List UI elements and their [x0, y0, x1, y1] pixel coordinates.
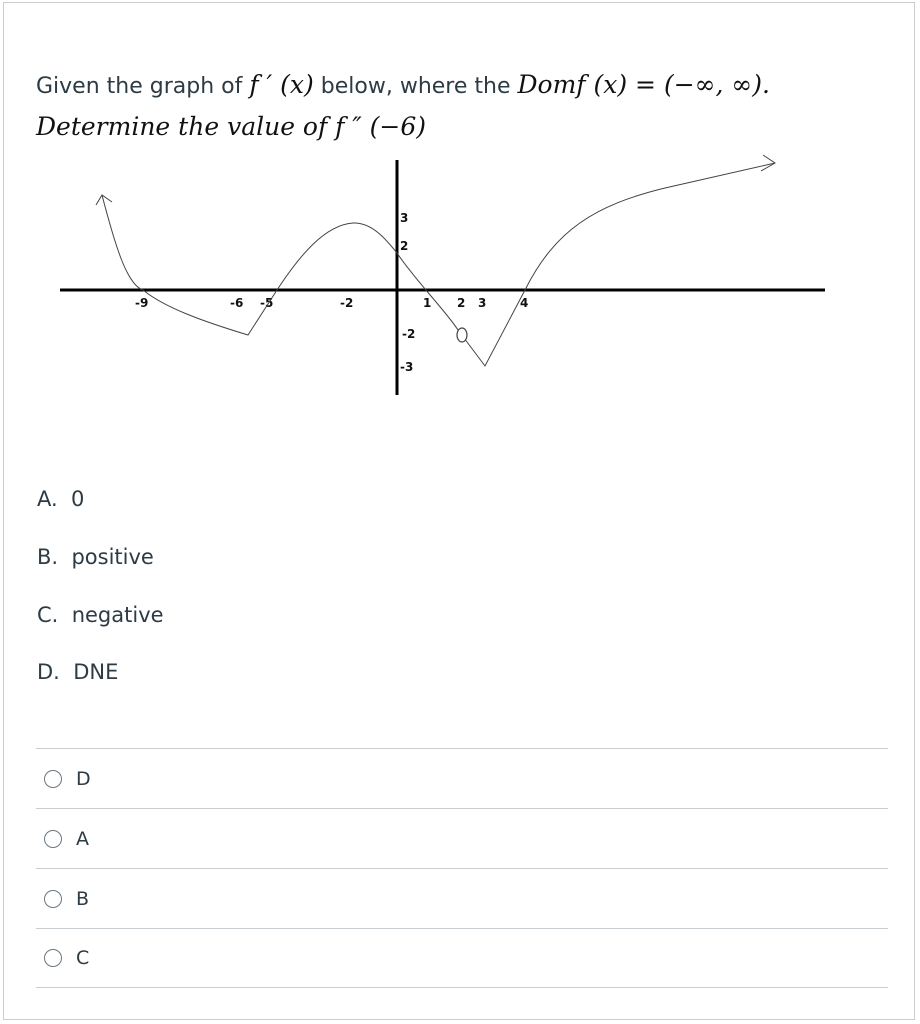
answer-choice-a[interactable] — [36, 808, 888, 868]
fprime-curve — [102, 163, 775, 366]
option-b: B. positive — [37, 545, 154, 569]
x-tick-label: -2 — [340, 296, 354, 310]
answer-choice-d[interactable] — [36, 748, 888, 808]
y-tick-label: 2 — [400, 239, 409, 253]
option-a: A. 0 — [37, 487, 85, 511]
question-prompt: Determine the value of f ″ (−6) — [36, 112, 427, 141]
question-prefix: Given the graph of — [36, 74, 250, 99]
answer-choice-b[interactable] — [36, 868, 888, 928]
y-tick-label: -2 — [402, 327, 416, 341]
answer-label: D — [76, 767, 91, 790]
x-tick-label: -9 — [135, 296, 149, 310]
answer-label: C — [76, 947, 90, 969]
radio-button[interactable] — [44, 830, 62, 848]
x-tick-label: 1 — [423, 296, 432, 310]
question-text — [36, 70, 770, 99]
answer-label: B — [76, 887, 90, 910]
open-hole-marker — [457, 328, 467, 342]
radio-button[interactable] — [44, 890, 62, 908]
x-tick-label: 4 — [520, 296, 529, 310]
radio-button[interactable] — [44, 770, 62, 788]
y-tick-label: 3 — [400, 211, 409, 225]
x-tick-label: -5 — [260, 296, 274, 310]
fprime-expression: f ′ (x) — [249, 70, 314, 99]
x-tick-label: 3 — [478, 296, 487, 310]
x-tick-label: 2 — [457, 296, 466, 310]
derivative-graph — [55, 150, 835, 400]
x-tick-label: -6 — [230, 296, 244, 310]
answer-choices — [36, 748, 888, 988]
y-tick-label: -3 — [400, 360, 414, 374]
domain-expression: Domf (x) = (−∞, ∞). — [517, 70, 770, 99]
answer-choice-c[interactable] — [36, 928, 888, 988]
option-d: D. DNE — [37, 660, 119, 684]
radio-button[interactable] — [44, 949, 62, 967]
option-c: C. negative — [37, 603, 164, 627]
answer-label: A — [76, 827, 89, 850]
question-mid: below, where the — [313, 74, 518, 99]
